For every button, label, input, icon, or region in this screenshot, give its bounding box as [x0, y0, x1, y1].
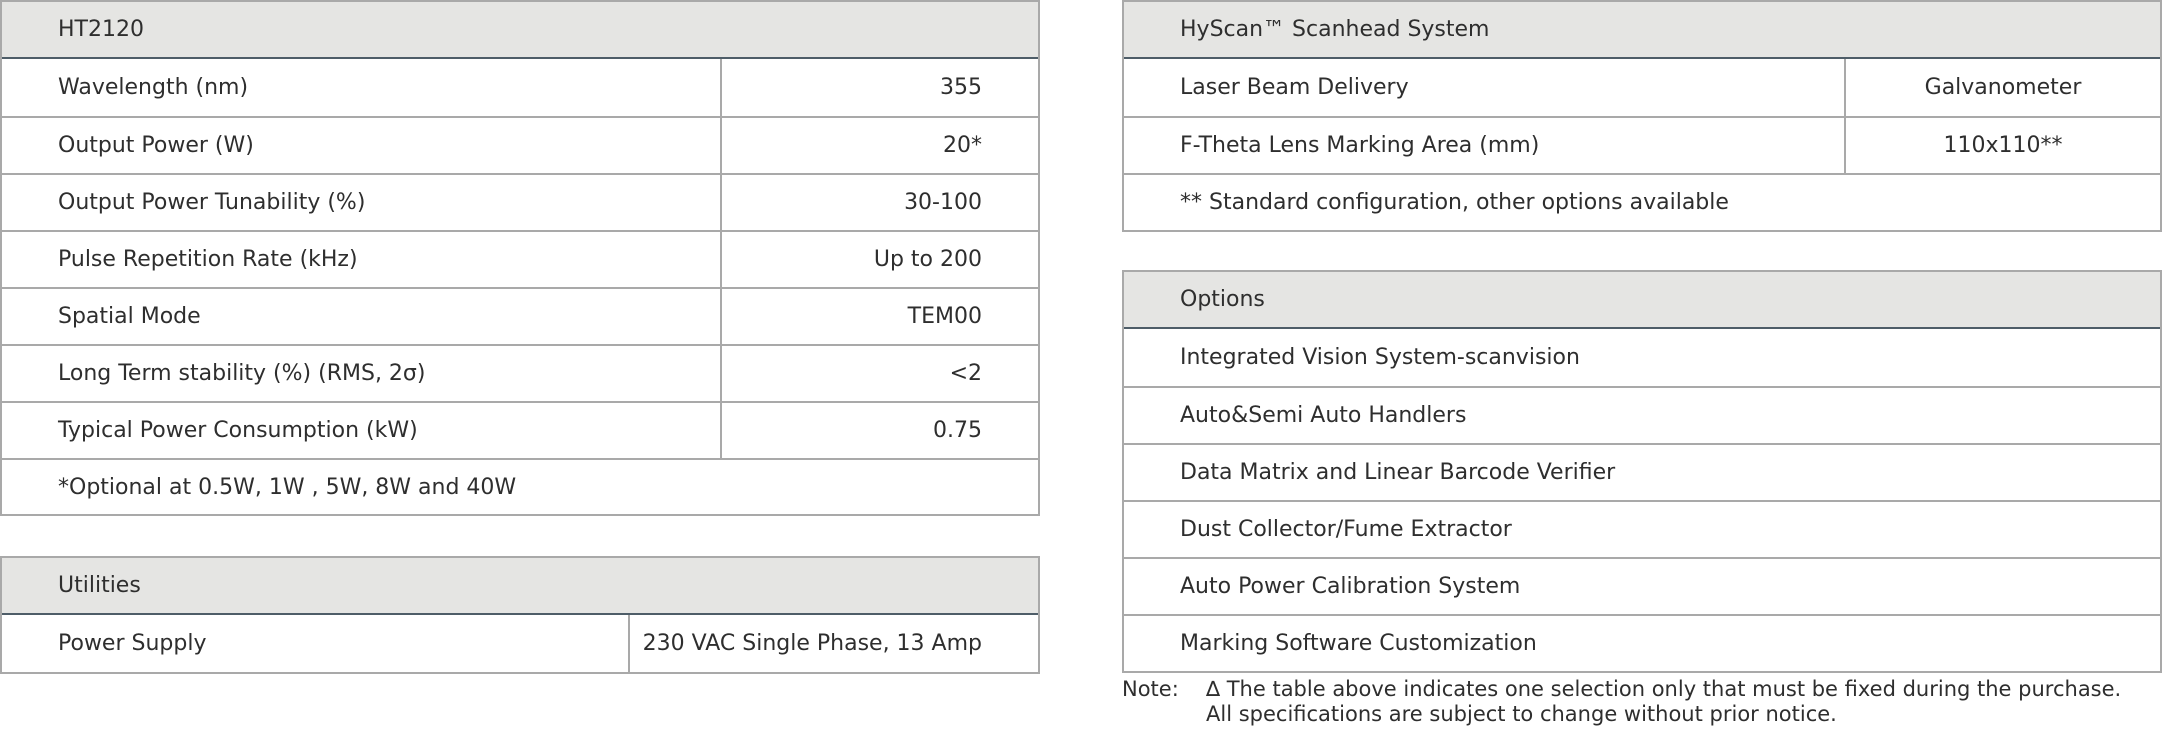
option-label: Dust Collector/Fume Extractor — [1180, 517, 1512, 542]
row-label: Laser Beam Delivery — [1180, 75, 1409, 100]
hyscan-scanhead-table — [1122, 0, 2162, 232]
list-item — [1124, 386, 2160, 443]
row-value: 30-100 — [720, 175, 1038, 230]
option-label: Auto Power Calibration System — [1180, 574, 1521, 599]
row-label: Power Supply — [58, 631, 207, 656]
table-row — [2, 173, 1038, 230]
table-row — [2, 230, 1038, 287]
row-value: TEM00 — [720, 289, 1038, 344]
row-label: Pulse Repetition Rate (kHz) — [58, 247, 358, 272]
utilities-table — [0, 556, 1040, 674]
table-row — [1124, 59, 2160, 116]
row-value: 110x110** — [1844, 118, 2160, 173]
list-item — [1124, 443, 2160, 500]
table-header — [2, 558, 1038, 615]
table-row — [2, 344, 1038, 401]
row-label: Spatial Mode — [58, 304, 201, 329]
table-title: Options — [1180, 287, 1265, 312]
list-item — [1124, 557, 2160, 614]
row-value: 230 VAC Single Phase, 13 Amp — [628, 615, 1038, 672]
ht2120-spec-table — [0, 0, 1040, 516]
table-row — [2, 401, 1038, 458]
row-value: <2 — [720, 346, 1038, 401]
table-row — [2, 59, 1038, 116]
table-footnote: *Optional at 0.5W, 1W , 5W, 8W and 40W — [58, 474, 517, 500]
row-label: Typical Power Consumption (kW) — [58, 418, 418, 443]
option-label: Auto&Semi Auto Handlers — [1180, 403, 1467, 428]
note-text — [1206, 677, 2121, 727]
note-line-1: ∆ The table above indicates one selection only that must be fixed during the purchase. — [1206, 677, 2122, 701]
row-value: 0.75 — [720, 403, 1038, 458]
row-label: Long Term stability (%) (RMS, 2σ) — [58, 361, 426, 386]
row-label: Output Power Tunability (%) — [58, 190, 366, 215]
row-label: F-Theta Lens Marking Area (mm) — [1180, 133, 1540, 158]
note-label: Note: — [1122, 677, 1179, 701]
table-header — [2, 2, 1038, 59]
table-header — [1124, 272, 2160, 329]
row-value: Galvanometer — [1844, 59, 2160, 116]
option-label: Integrated Vision System-scanvision — [1180, 345, 1580, 370]
table-header — [1124, 2, 2160, 59]
table-row — [2, 116, 1038, 173]
row-value: 355 — [720, 59, 1038, 116]
options-table — [1122, 270, 2162, 673]
list-item — [1124, 500, 2160, 557]
table-footnote-row — [1124, 173, 2160, 230]
option-label: Data Matrix and Linear Barcode Verifier — [1180, 460, 1616, 485]
table-footnote: ** Standard configuration, other options available — [1180, 190, 1729, 215]
table-title: HT2120 — [58, 17, 144, 42]
list-item — [1124, 614, 2160, 671]
table-row — [2, 287, 1038, 344]
table-row — [2, 615, 1038, 672]
list-item — [1124, 329, 2160, 386]
table-footnote-row — [2, 458, 1038, 514]
row-value: 20* — [720, 118, 1038, 173]
row-label: Wavelength (nm) — [58, 75, 249, 100]
row-label: Output Power (W) — [58, 133, 254, 158]
table-title: Utilities — [58, 573, 141, 598]
row-value: Up to 200 — [720, 232, 1038, 287]
option-label: Marking Software Customization — [1180, 631, 1537, 656]
table-row — [1124, 116, 2160, 173]
note-line-2: All specifications are subject to change without prior notice. — [1206, 702, 1837, 726]
table-title: HyScan™ Scanhead System — [1180, 17, 1490, 42]
